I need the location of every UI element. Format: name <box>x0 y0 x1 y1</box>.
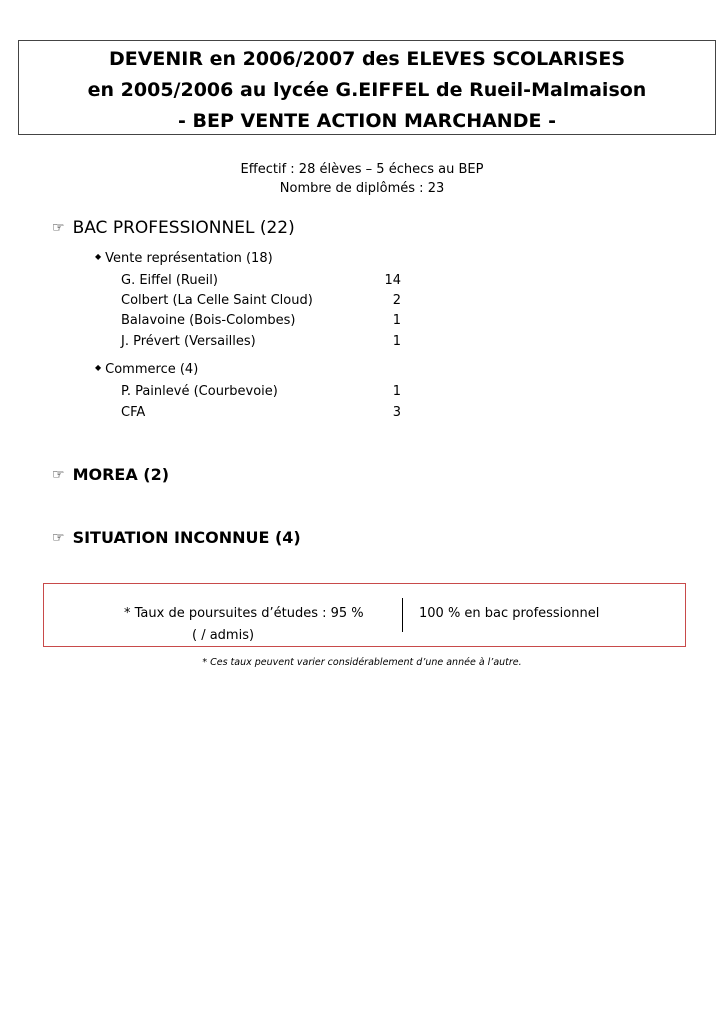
section-bac-pro <box>52 218 295 238</box>
row-count: 14 <box>384 273 401 288</box>
title-box <box>18 40 716 135</box>
group-vente-heading <box>95 251 273 266</box>
title-line-2: en 2005/2006 au lycée G.EIFFEL de Rueil-Malmaison <box>87 79 647 101</box>
pointing-hand-icon: ☞ <box>52 220 65 236</box>
row-name: G. Eiffel (Rueil) <box>121 273 218 288</box>
table-row <box>121 273 401 293</box>
row-count: 1 <box>392 313 401 328</box>
row-name: Colbert (La Celle Saint Cloud) <box>121 293 313 308</box>
section-bac-pro-heading: BAC PROFESSIONNEL (22) <box>72 218 295 238</box>
diamond-bullet-icon: ◆ <box>95 363 102 372</box>
table-row <box>121 334 401 354</box>
taux-box <box>43 583 686 647</box>
title-line-3: - BEP VENTE ACTION MARCHANDE - <box>178 110 556 132</box>
diamond-bullet-icon: ◆ <box>95 252 102 261</box>
summary <box>0 160 724 198</box>
table-row <box>121 313 401 333</box>
row-count: 2 <box>392 293 401 308</box>
taux-bac-pro-label: 100 % en bac professionnel <box>419 606 600 621</box>
row-count: 1 <box>392 384 401 399</box>
taux-poursuite-label: * Taux de poursuites d’études : 95 % <box>124 606 364 621</box>
pointing-hand-icon: ☞ <box>52 529 65 546</box>
table-row <box>121 384 401 404</box>
section-inconnue <box>52 528 301 547</box>
group-vente-label: Vente représentation (18) <box>105 251 273 266</box>
row-count: 1 <box>392 334 401 349</box>
group-commerce-heading <box>95 362 198 377</box>
diplomes-text: Nombre de diplômés : 23 <box>279 181 445 196</box>
group-commerce-label: Commerce (4) <box>105 362 199 377</box>
taux-divider <box>402 598 403 632</box>
footnote: * Ces taux peuvent varier considérablement d’une année à l’autre. <box>202 657 522 668</box>
row-name: Balavoine (Bois-Colombes) <box>121 313 296 328</box>
effectif-text: Effectif : 28 élèves – 5 échecs au BEP <box>240 162 484 177</box>
row-name: CFA <box>121 405 146 420</box>
row-count: 3 <box>392 405 401 420</box>
table-row <box>121 293 401 313</box>
section-inconnue-heading: SITUATION INCONNUE (4) <box>72 528 301 547</box>
taux-admis-label: ( / admis) <box>192 628 255 643</box>
table-row <box>121 405 401 425</box>
row-name: P. Painlevé (Courbevoie) <box>121 384 278 399</box>
title-line-1: DEVENIR en 2006/2007 des ELEVES SCOLARISES <box>108 48 626 70</box>
pointing-hand-icon: ☞ <box>52 466 65 483</box>
row-name: J. Prévert (Versailles) <box>121 334 256 349</box>
section-morea-heading: MOREA (2) <box>72 465 170 484</box>
section-morea <box>52 465 169 484</box>
